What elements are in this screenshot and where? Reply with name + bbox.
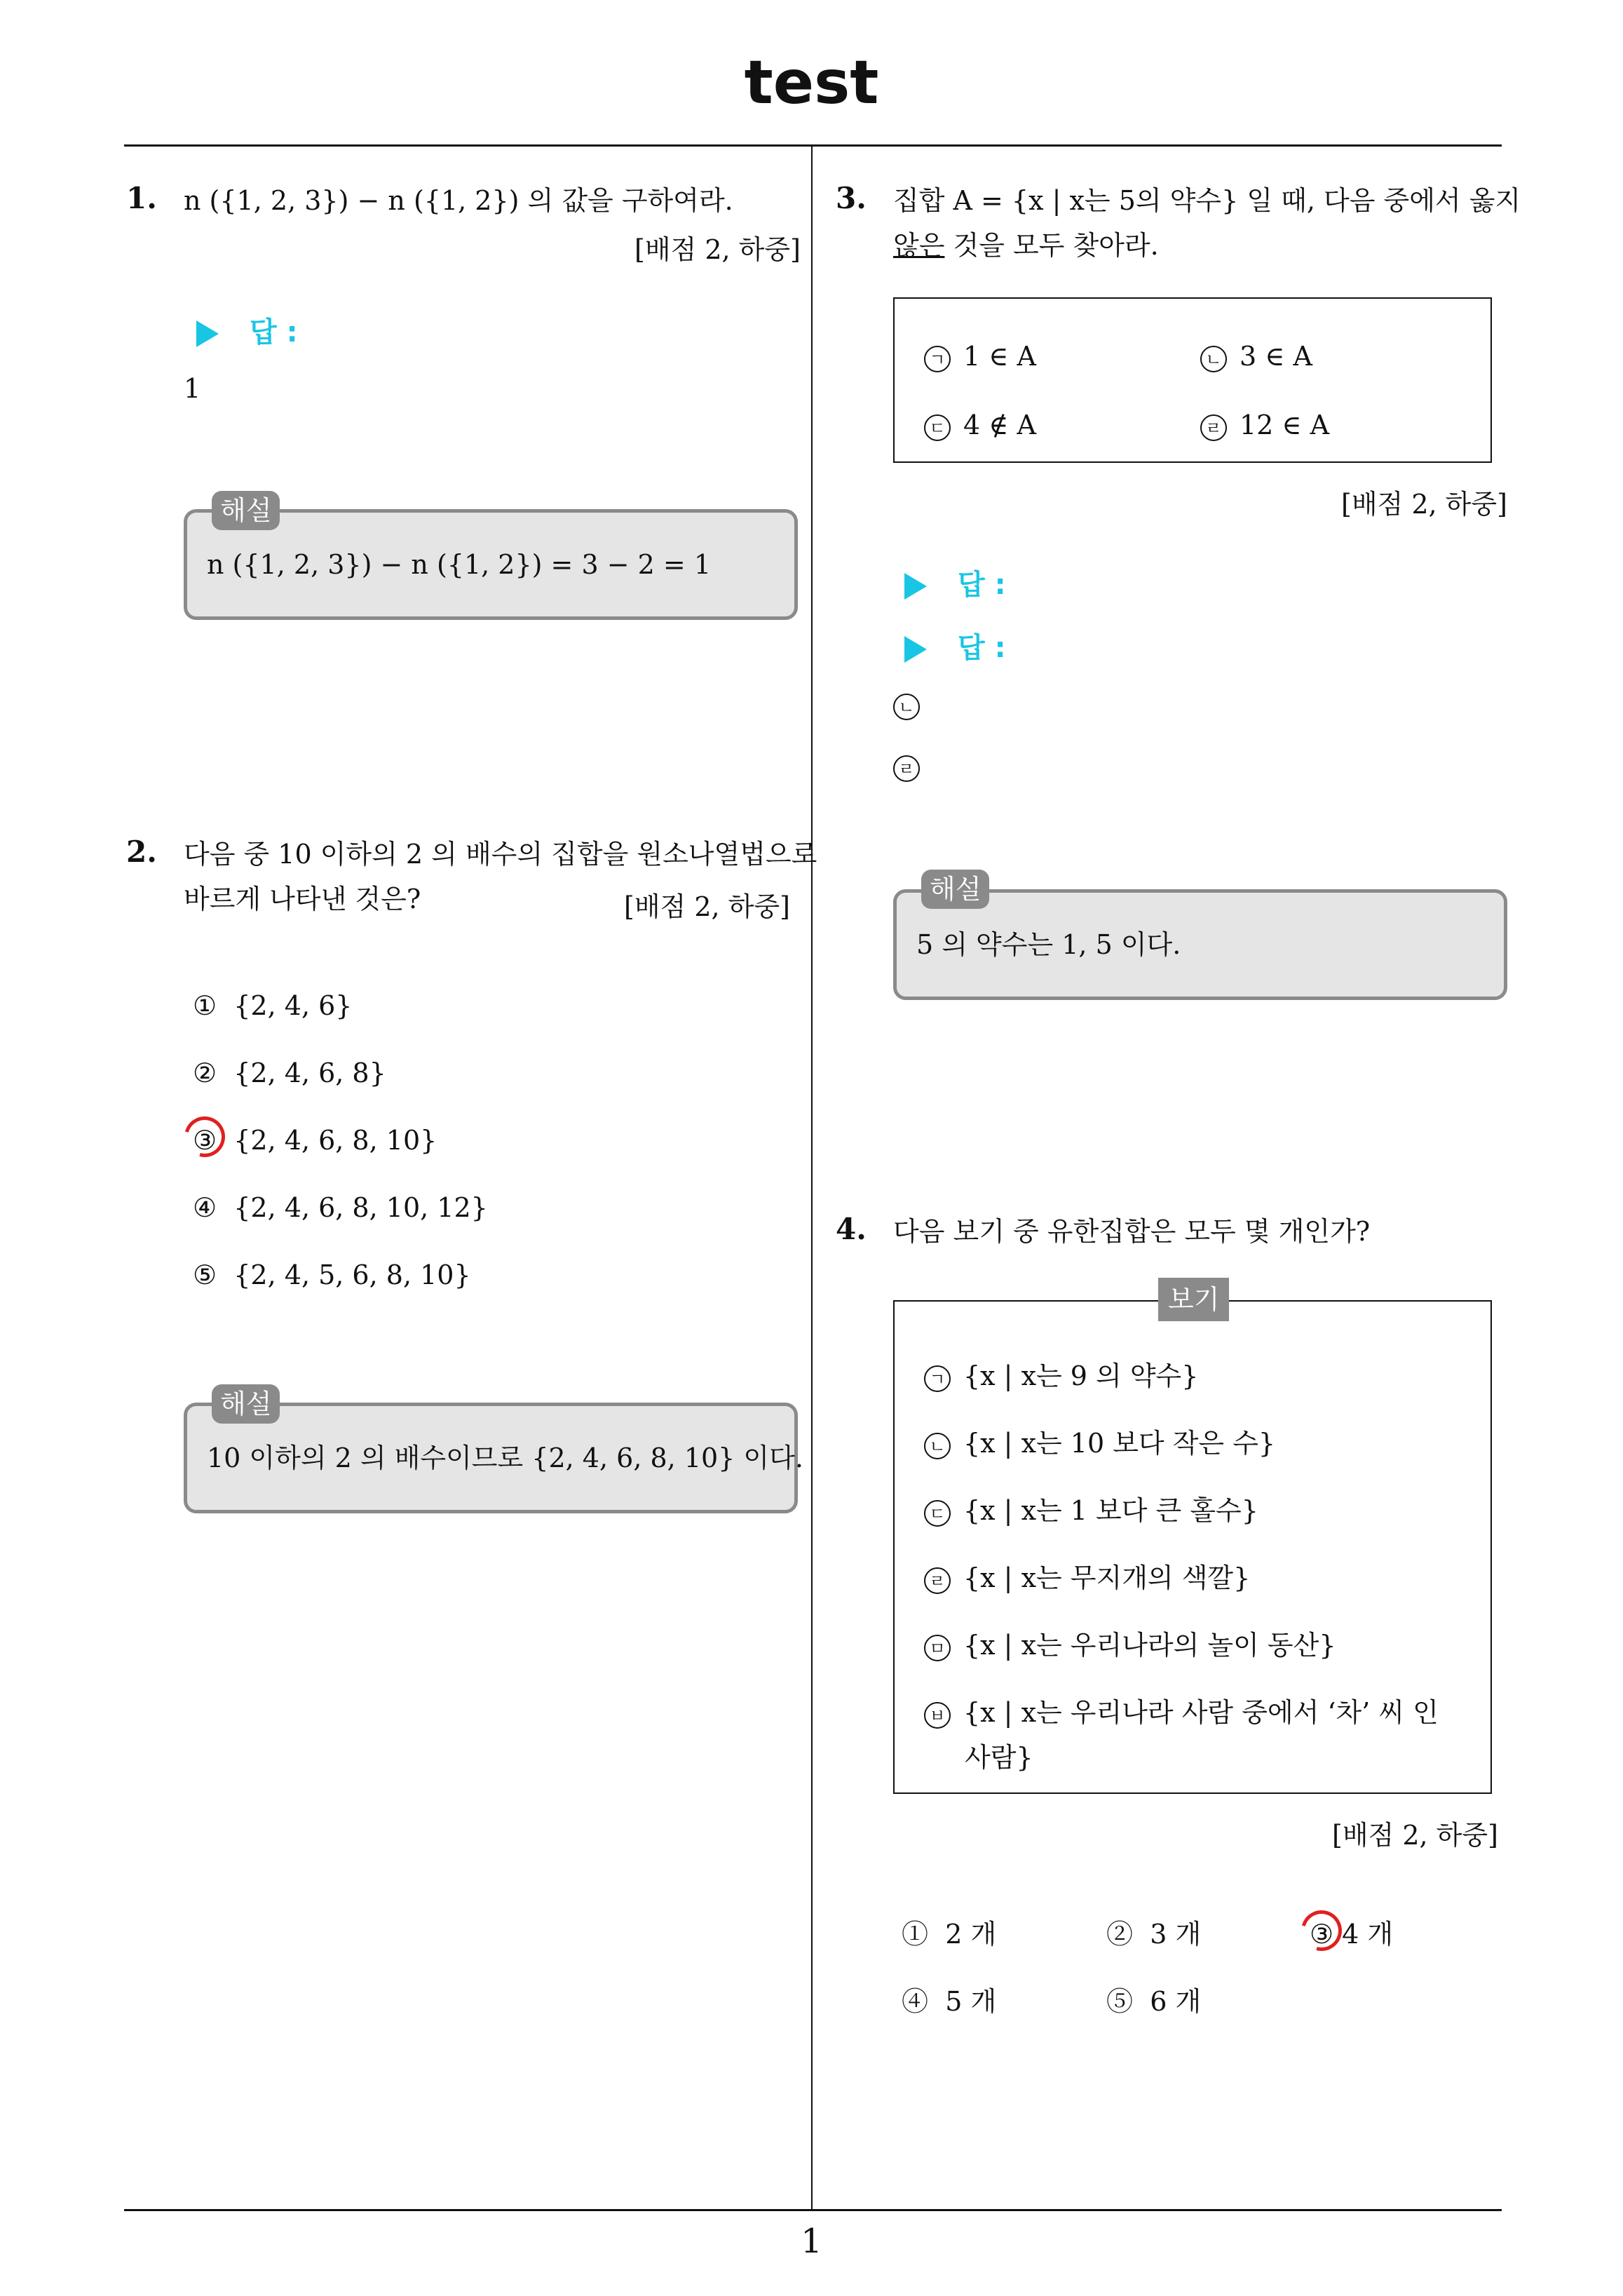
q3-solution-tag: 해설 xyxy=(921,870,989,909)
q4-number: 4. xyxy=(836,1212,867,1246)
q3-stem-line2: 않은 것을 모두 찾아라. xyxy=(893,230,1159,261)
q2-score: [배점 2, 하중] xyxy=(624,891,790,922)
q2-option-3[interactable]: ③ {2, 4, 6, 8, 10} xyxy=(193,1125,437,1156)
q4-score: [배점 2, 하중] xyxy=(1332,1820,1498,1851)
q3-choice-4: ㄹ 12 ∈ A xyxy=(1200,404,1329,446)
q2-solution-tag: 해설 xyxy=(212,1384,280,1424)
answer-arrow-icon xyxy=(904,636,927,663)
q3-answer-2: ㄹ xyxy=(893,745,932,787)
q2-option-4[interactable]: ④ {2, 4, 6, 8, 10, 12} xyxy=(193,1192,488,1223)
q1-number: 1. xyxy=(126,181,157,215)
q2-option-1[interactable]: ① {2, 4, 6} xyxy=(193,990,353,1021)
q4-bogi-tag: 보기 xyxy=(1158,1278,1229,1321)
q2-option-5[interactable]: ⑤ {2, 4, 5, 6, 8, 10} xyxy=(193,1260,471,1290)
q1-solution-text: n ({1, 2, 3}) − n ({1, 2}) = 3 − 2 = 1 xyxy=(207,549,711,580)
footer-rule xyxy=(124,2209,1502,2211)
q3-choices-box xyxy=(893,297,1492,463)
q4-item-6: ㅂ {x | x는 우리나라 사람 중에서 ‘차’ 씨 인 xyxy=(924,1691,1439,1734)
selected-circle-mark: ③ xyxy=(193,1125,217,1156)
header-rule xyxy=(124,144,1502,147)
answer-arrow-icon xyxy=(904,573,927,600)
q1-stem: n ({1, 2, 3}) − n ({1, 2}) 의 값을 구하여라. xyxy=(184,185,733,216)
q3-choice-1: ㄱ 1 ∈ A xyxy=(924,335,1036,377)
q3-underlined-word: 않은 xyxy=(893,230,945,261)
q1-solution-tag: 해설 xyxy=(212,491,280,530)
q3-score: [배점 2, 하중] xyxy=(1341,489,1507,520)
q4-item-3: ㄷ {x | x는 1 보다 큰 홀수} xyxy=(924,1490,1258,1532)
q4-stem: 다음 보기 중 유한집합은 모두 몇 개인가? xyxy=(893,1216,1371,1247)
q3-answer-1: ㄴ xyxy=(893,683,932,725)
q4-item-1: ㄱ {x | x는 9 의 약수} xyxy=(924,1355,1198,1397)
q3-answer-label-1: 답 : xyxy=(904,562,1006,602)
q4-option-5[interactable]: ⑤ 6 개 xyxy=(1106,1986,1202,2017)
q2-stem-line2: 바르게 나타낸 것은? xyxy=(184,884,421,914)
q4-item-4: ㄹ {x | x는 무지개의 색깔} xyxy=(924,1557,1250,1599)
q2-number: 2. xyxy=(126,835,157,869)
q4-option-3[interactable]: ③ 4 개 xyxy=(1310,1919,1394,1950)
q3-choice-2: ㄴ 3 ∈ A xyxy=(1200,335,1312,377)
q3-stem-line1: 집합 A = {x | x는 5의 약수} 일 때, 다음 중에서 옳지 xyxy=(893,185,1521,216)
q4-option-2[interactable]: ② 3 개 xyxy=(1106,1919,1202,1950)
q4-option-1[interactable]: ① 2 개 xyxy=(902,1919,997,1950)
column-divider xyxy=(811,144,813,2210)
q1-answer: 1 xyxy=(184,373,201,404)
q4-item-5: ㅁ {x | x는 우리나라의 놀이 동산} xyxy=(924,1624,1336,1666)
q3-choice-3: ㄷ 4 ∉ A xyxy=(924,404,1036,446)
q3-answer-label-2: 답 : xyxy=(904,626,1006,666)
q1-score: [배점 2, 하중] xyxy=(634,234,801,265)
answer-arrow-icon xyxy=(196,320,219,347)
q4-item-2: ㄴ {x | x는 10 보다 작은 수} xyxy=(924,1422,1275,1464)
q3-solution-text: 5 의 약수는 1, 5 이다. xyxy=(916,929,1181,960)
selected-circle-mark: ③ xyxy=(1310,1919,1334,1950)
q1-answer-label: 답 : xyxy=(196,310,298,350)
q3-number: 3. xyxy=(836,181,867,215)
q2-solution-text: 10 이하의 2 의 배수이므로 {2, 4, 6, 8, 10} 이다. xyxy=(207,1443,803,1473)
q4-item-6-line2: 사람} xyxy=(965,1742,1033,1773)
page-number: 1 xyxy=(801,2222,822,2261)
q4-bogi-box xyxy=(893,1300,1492,1794)
page-title: test xyxy=(744,48,879,118)
q4-option-4[interactable]: ④ 5 개 xyxy=(902,1986,997,2017)
q2-option-2[interactable]: ② {2, 4, 6, 8} xyxy=(193,1058,386,1088)
q2-stem-line1: 다음 중 10 이하의 2 의 배수의 집합을 원소나열법으로 xyxy=(184,839,817,870)
